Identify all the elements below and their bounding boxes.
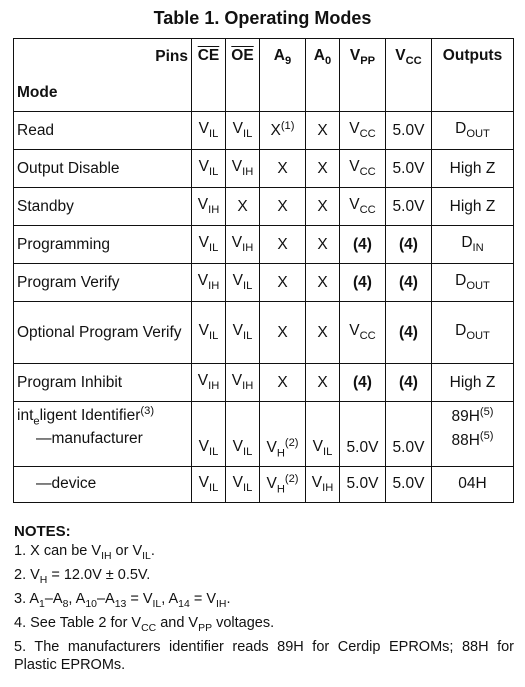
table-row xyxy=(14,264,514,302)
note-2: 2. $V_H = 12.0V \pm 0.5V$. xyxy=(14,566,151,586)
output-cell: $89H^{(5)}$ xyxy=(432,402,514,431)
a9-cell: $V_H^{(2)}$ xyxy=(260,430,306,466)
table-row xyxy=(14,188,514,226)
oe-cell: $V_{IL}$ xyxy=(226,112,260,150)
ce-cell: $V_{IL}$ xyxy=(192,430,226,466)
mode-cell: Read xyxy=(14,112,192,150)
mode-cell: Program Verify xyxy=(14,264,192,302)
mode-cell: Program Inhibit xyxy=(14,364,192,402)
ce-cell: $V_{IL}$ xyxy=(192,466,226,502)
ce-cell: $V_{IL}$ xyxy=(192,112,226,150)
vcc-cell: 5.0V xyxy=(386,150,432,188)
table-row xyxy=(14,150,514,188)
oe-cell: $V_{IH}$ xyxy=(226,226,260,264)
note-1: 1. X can be $V_{IH}$ or $V_{IL}$. xyxy=(14,543,155,562)
a0-cell: X xyxy=(306,112,340,150)
vpp-cell: 5.0V xyxy=(340,466,386,502)
output-cell: $D_{OUT}$ xyxy=(432,302,514,364)
a9-cell: $V_H^{(2)}$ xyxy=(260,466,306,502)
vpp-cell: $V_{CC}$ xyxy=(340,188,386,226)
output-cell: High Z xyxy=(432,188,514,226)
operating-modes-table xyxy=(13,38,514,503)
oe-cell: $V_{IL}$ xyxy=(226,430,260,466)
a0-cell: $V_{IL}$ xyxy=(306,430,340,466)
table-row xyxy=(14,302,514,364)
table-row xyxy=(14,112,514,150)
header-a9: $A_9$ xyxy=(260,39,306,112)
a9-cell: X xyxy=(260,188,306,226)
mode-cell: Output Disable xyxy=(14,150,192,188)
a0-cell: X xyxy=(306,150,340,188)
oe-cell: $V_{IL}$ xyxy=(226,466,260,502)
output-cell: $D_{IN}$ xyxy=(432,226,514,264)
table-row xyxy=(14,430,514,466)
a9-cell: X xyxy=(260,150,306,188)
header-ce: $\overline{CE}$ xyxy=(192,39,226,112)
ce-cell: $V_{IH}$ xyxy=(192,364,226,402)
a0-cell: $V_{IH}$ xyxy=(306,466,340,502)
vcc-cell: (4) xyxy=(386,226,432,264)
mode-cell: Programming xyxy=(14,226,192,264)
vpp-cell: $V_{CC}$ xyxy=(340,150,386,188)
table-row xyxy=(14,226,514,264)
ce-cell: $V_{IL}$ xyxy=(192,226,226,264)
a9-cell: X xyxy=(260,364,306,402)
header-outputs: Outputs xyxy=(432,39,514,112)
output-cell: $D_{OUT}$ xyxy=(432,264,514,302)
vpp-cell: $V_{CC}$ xyxy=(340,302,386,364)
notes-section xyxy=(14,523,514,674)
header-vpp: $V_{PP}$ xyxy=(340,39,386,112)
vcc-cell: (4) xyxy=(386,302,432,364)
mode-cell: —device xyxy=(14,466,192,502)
vpp-cell: $V_{CC}$ xyxy=(340,112,386,150)
a0-cell: X xyxy=(306,226,340,264)
vpp-cell: (4) xyxy=(340,226,386,264)
header-oe: $\overline{OE}$ xyxy=(226,39,260,112)
vcc-cell: 5.0V xyxy=(386,112,432,150)
note-4: 4. See Table 2 for $V_{CC}$ and $V_{PP}$ voltages. xyxy=(14,614,275,634)
a0-cell: X xyxy=(306,264,340,302)
ce-cell: $V_{IH}$ xyxy=(192,188,226,226)
mode-cell: Standby xyxy=(14,188,192,226)
vcc-cell: (4) xyxy=(386,264,432,302)
note-5: 5. The manufacturers identifier reads 89H for Cerdip EPROMs; 88H for Plastic EPROMs. xyxy=(14,638,514,673)
note-3: 3. $A_1-A_8$, $A_{10}-A_{13} = V_{IL}$, $A_{14} = V_{IH}$. xyxy=(14,590,231,610)
vpp-cell: (4) xyxy=(340,364,386,402)
table-row xyxy=(14,364,514,402)
oe-cell: X xyxy=(226,188,260,226)
oe-cell: $V_{IH}$ xyxy=(226,364,260,402)
output-cell: 04H xyxy=(432,466,514,502)
a9-cell: X xyxy=(260,302,306,364)
vcc-cell: 5.0V xyxy=(386,430,432,466)
mode-cell: Optional Program Verify xyxy=(14,302,192,364)
output-cell: High Z xyxy=(432,150,514,188)
a9-cell: X xyxy=(260,226,306,264)
ce-cell: $V_{IL}$ xyxy=(192,150,226,188)
oe-cell: $V_{IL}$ xyxy=(226,302,260,364)
mode-cell: —manufacturer xyxy=(14,430,192,466)
notes-heading: NOTES: xyxy=(14,523,71,540)
ce-cell: $V_{IL}$ xyxy=(192,302,226,364)
table-title: Table 1. Operating Modes xyxy=(153,8,372,28)
header-pins: Pins xyxy=(14,39,192,76)
output-cell: High Z xyxy=(432,364,514,402)
table-row xyxy=(14,466,514,502)
output-cell: $88H^{(5)}$ xyxy=(432,430,514,466)
vcc-cell: 5.0V xyxy=(386,466,432,502)
ce-cell: $V_{IH}$ xyxy=(192,264,226,302)
oe-cell: $V_{IH}$ xyxy=(226,150,260,188)
vcc-cell: (4) xyxy=(386,364,432,402)
a9-cell: X xyxy=(260,264,306,302)
identifier-label: int$_e$ligent Identifier$^{(3)}$ xyxy=(14,402,192,431)
a9-cell: $X^{(1)}$ xyxy=(260,112,306,150)
vpp-cell: (4) xyxy=(340,264,386,302)
header-mode: Mode xyxy=(14,75,192,112)
vcc-cell: 5.0V xyxy=(386,188,432,226)
output-cell: $D_{OUT}$ xyxy=(432,112,514,150)
oe-cell: $V_{IL}$ xyxy=(226,264,260,302)
header-a0: $A_0$ xyxy=(306,39,340,112)
a0-cell: X xyxy=(306,188,340,226)
a0-cell: X xyxy=(306,302,340,364)
header-vcc: $V_{CC}$ xyxy=(386,39,432,112)
a0-cell: X xyxy=(306,364,340,402)
vpp-cell: 5.0V xyxy=(340,430,386,466)
